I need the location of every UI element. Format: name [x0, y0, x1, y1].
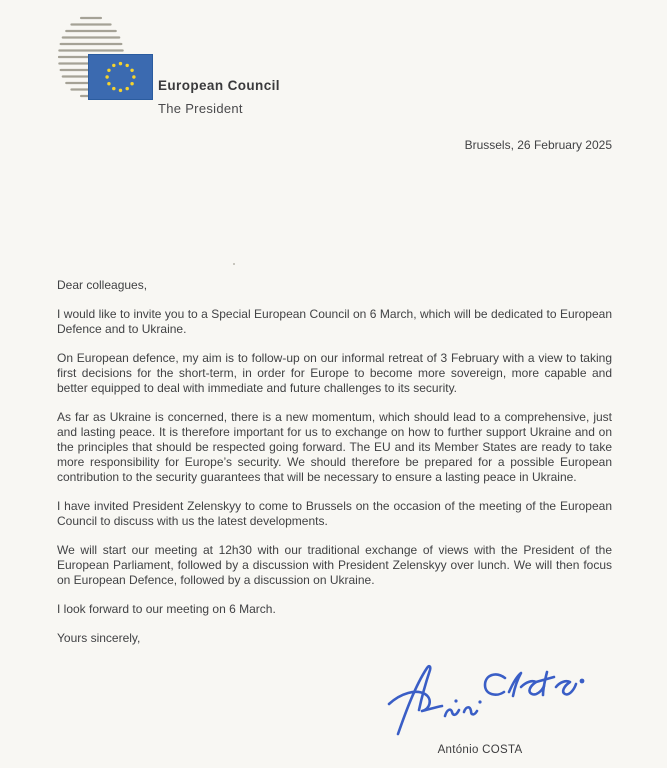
paragraph-ukraine: As far as Ukraine is concerned, there is a new momentum, which should lead to a comprehensive, just and lasting peace. It is therefore important for us to exchange on how to further support Ukraine and on the principles that should be respected going forward. The EU and its Member States are ready to take more responsibility for Europe’s security. We should therefore be prepared for a possible European contribution to the security guarantees that will be necessary to ensure a lasting peace in Ukraine.	[57, 410, 612, 484]
eu-flag-icon	[88, 54, 153, 100]
president-title: The President	[158, 101, 243, 116]
paragraph-invitation: I would like to invite you to a Special European Council on 6 March, which will be dedicated to European Defence and to Ukraine.	[57, 307, 612, 336]
letter-body	[57, 278, 612, 660]
paragraph-look-forward: I look forward to our meeting on 6 March.	[57, 602, 276, 616]
paragraph-zelenskyy: I have invited President Zelenskyy to come to Brussels on the occasion of the meeting of the European Council to discuss with us the latest developments.	[57, 499, 612, 528]
paragraph-defence: On European defence, my aim is to follow-up on our informal retreat of 3 February with a view to taking first decisions for the short-term, in order for Europe to become more sovereign, more capable and better equipped to deal with immediate and future challenges to its security.	[57, 351, 612, 395]
signatory-name: António COSTA	[437, 744, 523, 756]
scan-speck	[233, 263, 235, 265]
letterhead	[58, 14, 458, 124]
closing: Yours sincerely,	[57, 631, 141, 645]
dateline: Brussels, 26 February 2025	[464, 138, 612, 152]
salutation: Dear colleagues,	[57, 278, 148, 292]
handwritten-signature-icon	[385, 662, 585, 740]
paragraph-agenda: We will start our meeting at 12h30 with our traditional exchange of views with the President of the European Parliament, followed by a discussion with President Zelenskyy over lunch. We will then focus on European Defence, followed by a discussion on Ukraine.	[57, 543, 612, 587]
org-name: European Council	[158, 78, 280, 93]
signature-block	[385, 660, 585, 768]
